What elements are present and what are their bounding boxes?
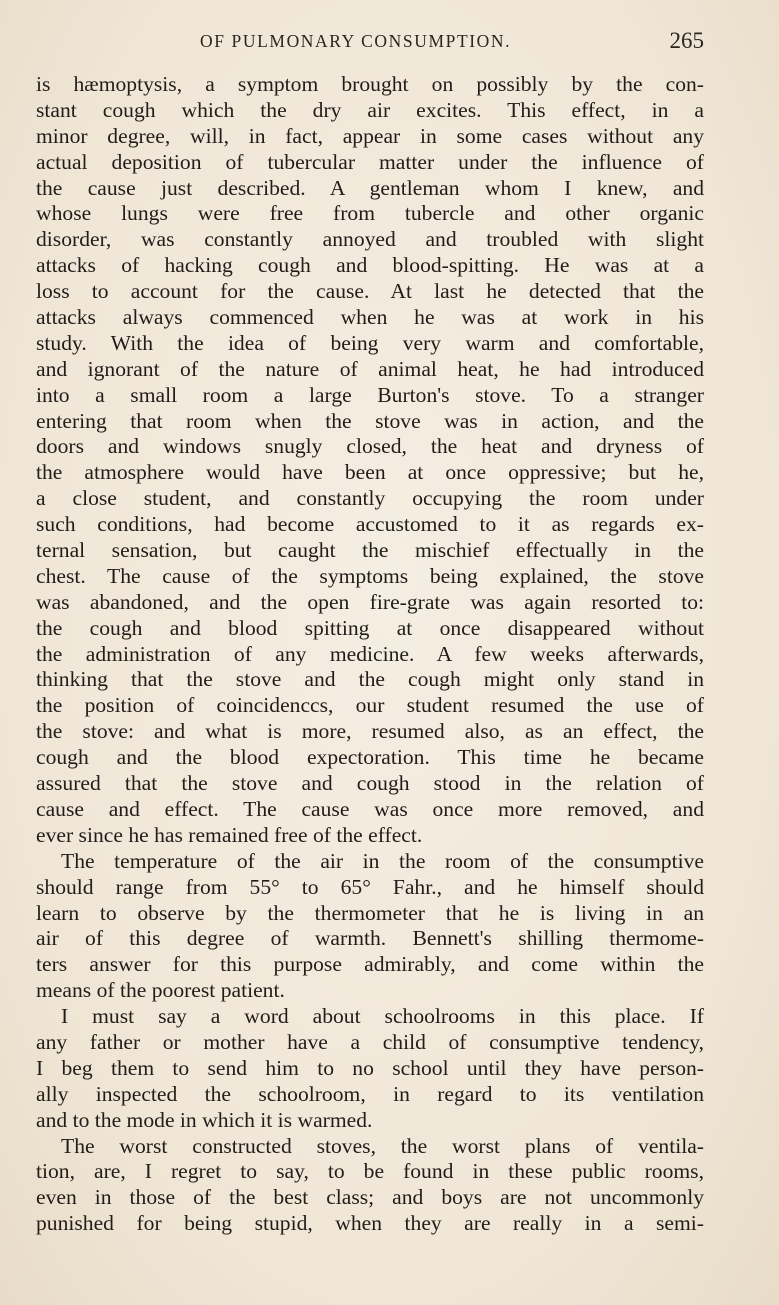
text-line: a close student, and constantly occupying the room under <box>36 486 704 511</box>
text-line: minor degree, will, in fact, appear in some cases without any <box>36 123 704 148</box>
text-line: the position of coincidencсs, our student resumed the use of <box>36 693 704 718</box>
text-line: the cause just described. A gentleman whom I knew, and <box>36 175 704 200</box>
text-line: and to the mode in which it is warmed. <box>36 1107 373 1132</box>
text-line: any father or mother have a child of consumptive tendency, <box>36 1029 704 1054</box>
text-line: cause and effect. The cause was once more removed, and <box>36 796 704 821</box>
body-text <box>36 72 704 1237</box>
text-line: study. With the idea of being very warm and comfortable, <box>36 330 704 355</box>
text-line: assured that the stove and cough stood in the relation of <box>36 771 704 796</box>
text-line: such conditions, had become accustomed to it as regards ex- <box>36 512 704 537</box>
text-line: attacks always commenced when he was at work in his <box>36 305 704 330</box>
text-line: and ignorant of the nature of animal heat, he had introduced <box>36 356 704 381</box>
text-line: doors and windows snugly closed, the heat and dryness of <box>36 434 704 459</box>
text-line: thinking that the stove and the cough might only stand in <box>36 667 704 692</box>
text-line: cough and the blood expectoration. This time he became <box>36 745 704 770</box>
text-line: I must say a word about schoolrooms in this place. If <box>61 1004 704 1029</box>
page-number: 265 <box>669 28 704 53</box>
text-line: should range from 55° to 65° Fahr., and he himself should <box>36 874 704 899</box>
text-line: the administration of any medicine. A few weeks afterwards, <box>36 641 704 666</box>
text-line: ever since he has remained free of the effect. <box>36 822 423 847</box>
text-line: ally inspected the schoolroom, in regard to its ventilation <box>36 1081 704 1106</box>
text-line: air of this degree of warmth. Bennett's shilling thermome- <box>36 926 704 951</box>
text-line: The worst constructed stoves, the worst plans of ventila- <box>61 1133 704 1158</box>
text-line: punished for being stupid, when they are really in a semi- <box>36 1211 704 1236</box>
text-line: The temperature of the air in the room of the consumptive <box>61 848 704 873</box>
text-line: into a small room a large Burton's stove. To a stranger <box>36 382 704 407</box>
paragraph <box>36 1004 704 1133</box>
text-line: the cough and blood spitting at once disappeared without <box>36 615 704 640</box>
text-line: the stove: and what is more, resumed also, as an effect, the <box>36 719 704 744</box>
text-line: attacks of hacking cough and blood-spitting. He was at a <box>36 253 704 278</box>
text-line: learn to observe by the thermometer that he is living in an <box>36 900 704 925</box>
paragraph <box>36 1134 704 1238</box>
text-line: whose lungs were free from tubercle and other organic <box>36 201 704 226</box>
text-line: was abandoned, and the open fire-grate was again resorted to: <box>36 589 704 614</box>
text-line: is hæmoptysis, a symptom brought on possibly by the con- <box>36 72 704 96</box>
text-line: chest. The cause of the symptoms being explained, the stove <box>36 563 704 588</box>
text-line: means of the poorest patient. <box>36 978 285 1003</box>
text-line: ters answer for this purpose admirably, and come within the <box>36 952 704 977</box>
text-line: loss to account for the cause. At last he detected that the <box>36 279 704 304</box>
text-line: ternal sensation, but caught the mischief effectually in the <box>36 538 704 563</box>
text-line: stant cough which the dry air excites. This effect, in a <box>36 97 704 122</box>
text-line: the atmosphere would have been at once oppressive; but he, <box>36 460 704 485</box>
paragraph <box>36 849 704 1004</box>
text-line: actual deposition of tubercular matter under the influence of <box>36 149 704 174</box>
running-title: OF PULMONARY CONSUMPTION. <box>200 31 512 51</box>
paragraph <box>36 72 704 849</box>
text-line: I beg them to send him to no school until they have person- <box>36 1055 704 1080</box>
text-line: entering that room when the stove was in action, and the <box>36 408 704 433</box>
text-line: even in those of the best class; and boys are not uncommonly <box>36 1185 704 1210</box>
text-line: disorder, was constantly annoyed and troubled with slight <box>36 227 704 252</box>
page-header <box>200 28 704 58</box>
text-line: tion, are, I regret to say, to be found in these public rooms, <box>36 1159 704 1184</box>
